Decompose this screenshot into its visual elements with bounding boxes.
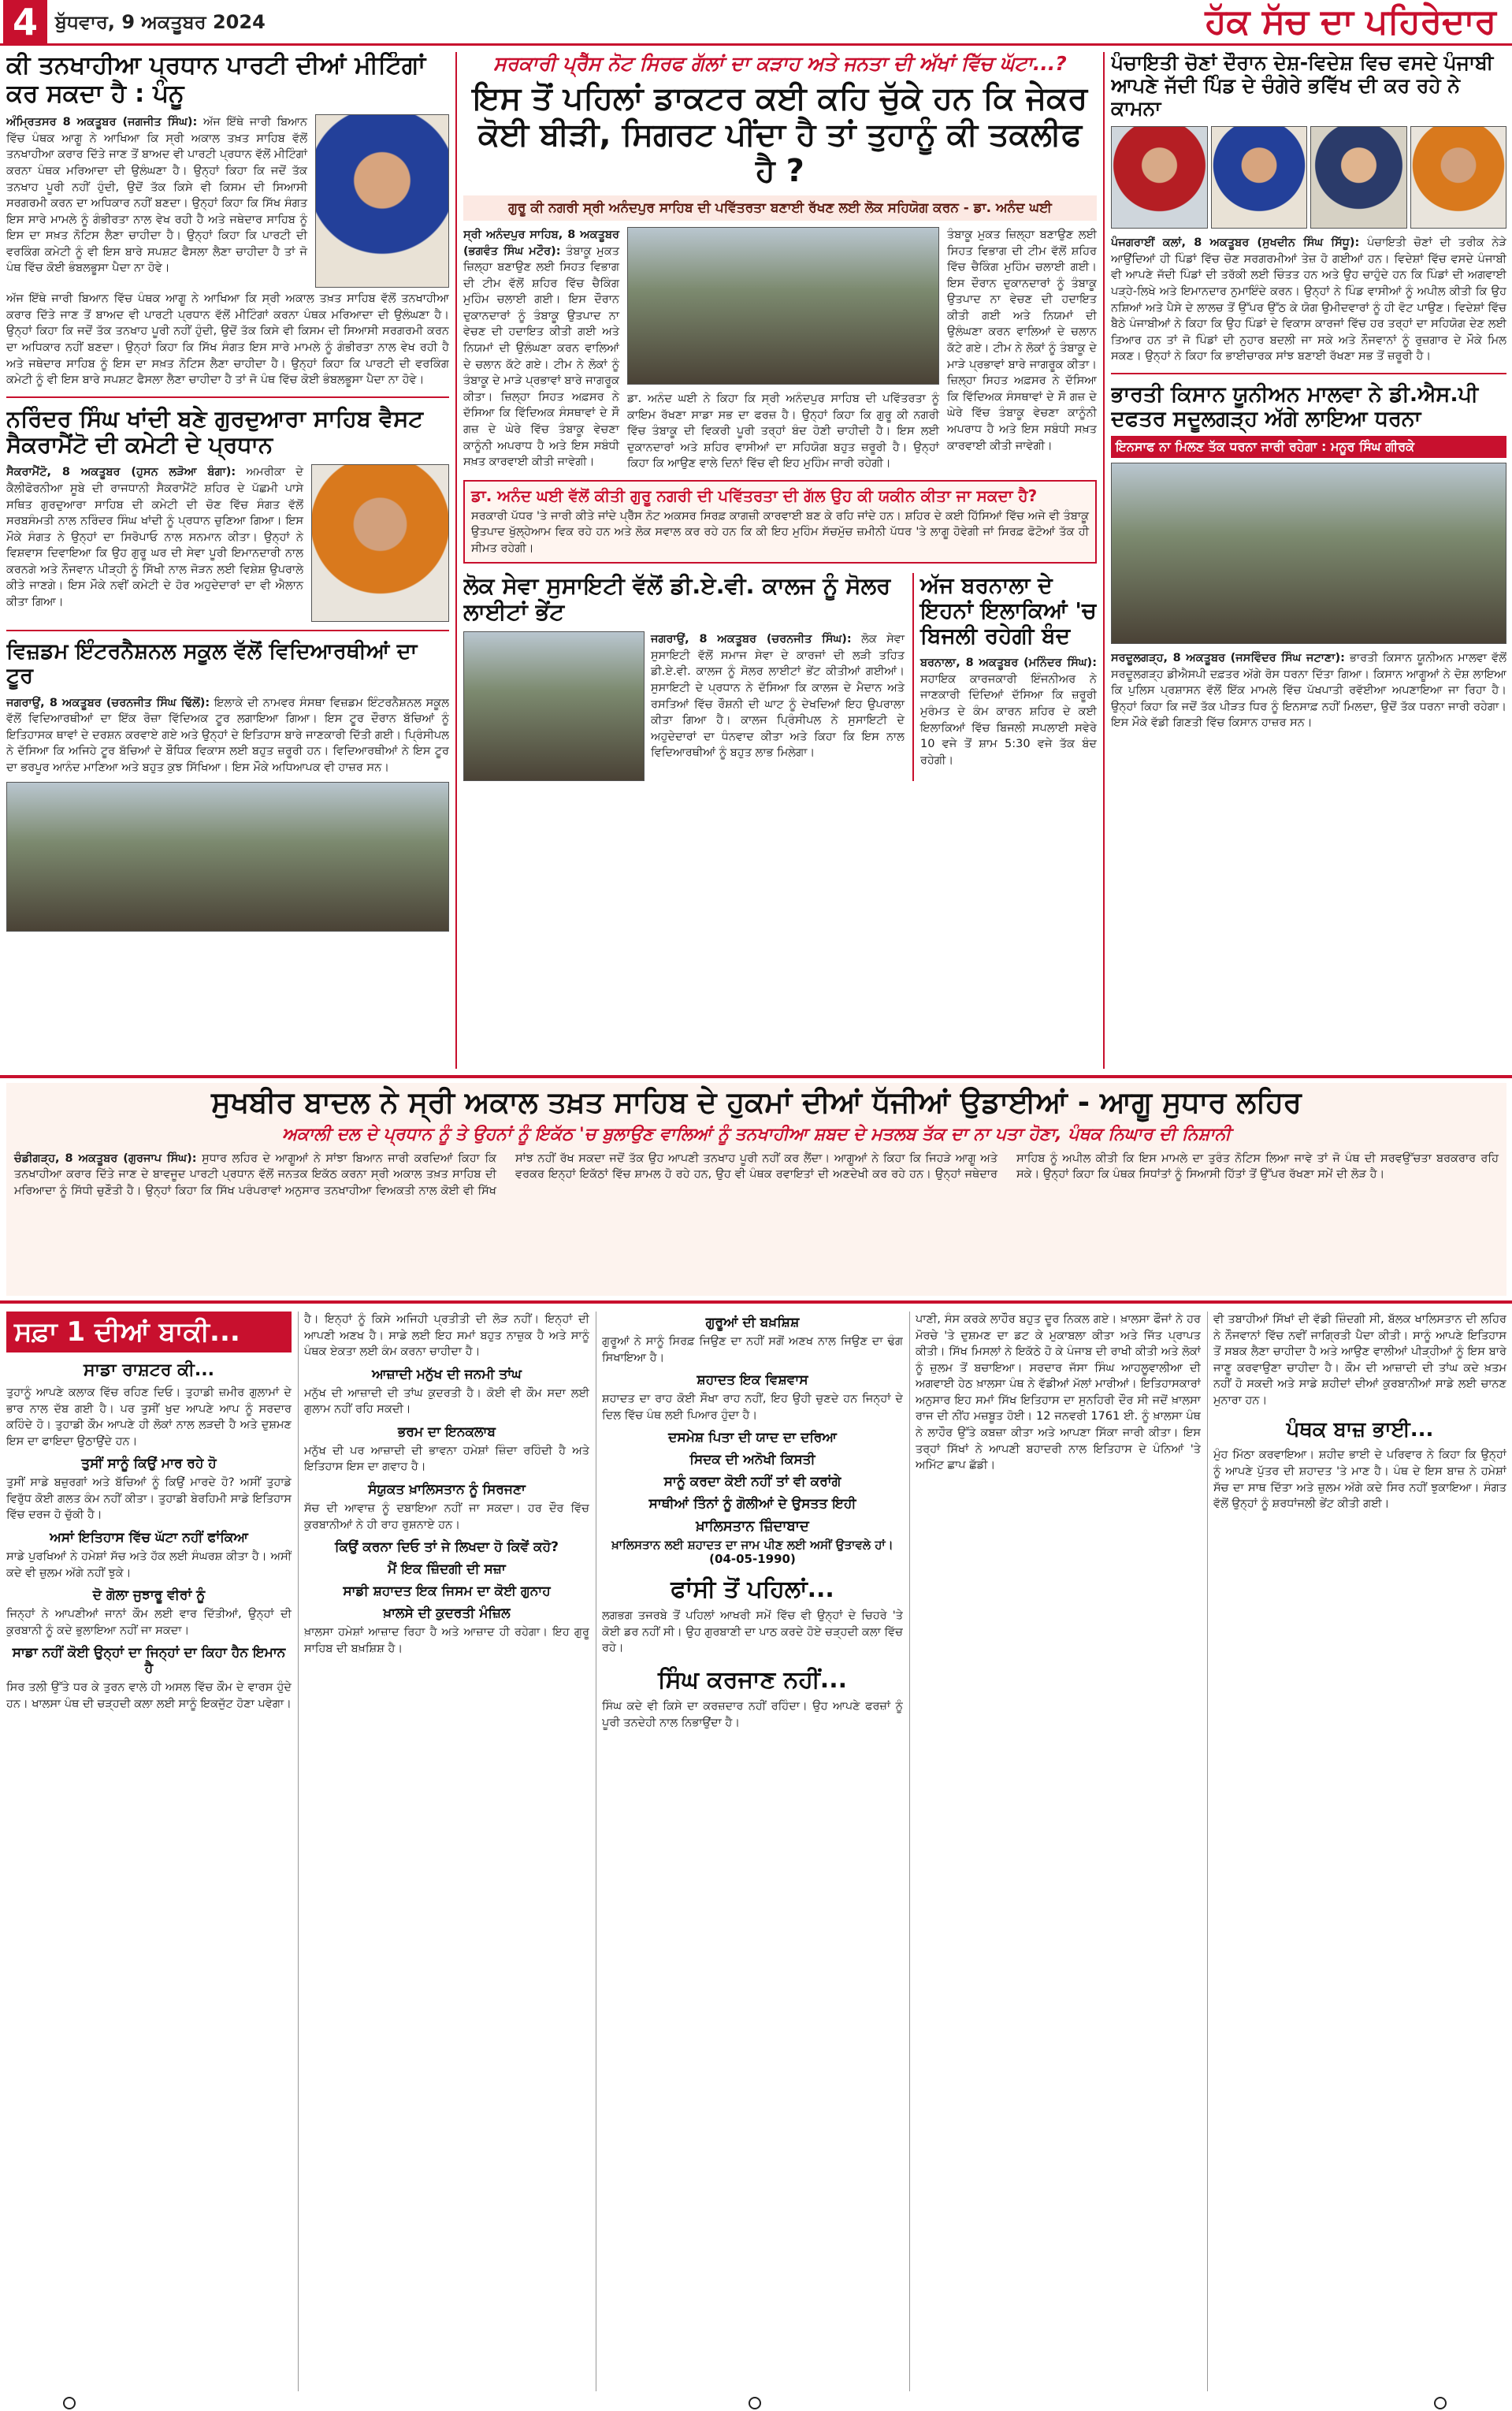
quote-headline: ਡਾ. ਅਨੰਦ ਘਈ ਵੱਲੋਂ ਕੀਤੀ ਗੁਰੂ ਨਗਰੀ ਦੀ ਪਵਿੱਤਰਤਾ ਦੀ ਗੱਲ ਉਹ ਕੀ ਯਕੀਨ ਕੀਤਾ ਜਾ ਸਕਦਾ ਹੈ? xyxy=(471,486,1038,505)
continuation-body: ਸ਼ਹਾਦਤ ਦਾ ਰਾਹ ਕੋਈ ਸੌਖਾ ਰਾਹ ਨਹੀਂ, ਇਹ ਉਹੀ ਚੁਣਦੇ ਹਨ ਜਿਨ੍ਹਾਂ ਦੇ ਦਿਲ ਵਿੱਚ ਪੰਥ ਲਈ ਪਿਆਰ ਹੁੰਦਾ ਹੈ। xyxy=(602,1393,903,1422)
continuation-body: ਸੱਚ ਦੀ ਆਵਾਜ਼ ਨੂੰ ਦਬਾਇਆ ਨਹੀਂ ਜਾ ਸਕਦਾ। ਹਰ ਦੌਰ ਵਿੱਚ ਕੁਰਬਾਨੀਆਂ ਨੇ ਹੀ ਰਾਹ ਰੁਸ਼ਨਾਏ ਹਨ। xyxy=(304,1502,589,1531)
column-rule xyxy=(455,52,457,1069)
newspaper-logo: ਹੱਕ ਸੱਚ ਦਾ ਪਹਿਰੇਦਾਰ xyxy=(1205,2,1496,42)
page-number: 4 xyxy=(3,0,47,44)
article-headline: ਅੱਜ ਬਰਨਾਲਾ ਦੇ ਇਹਨਾਂ ਇਲਾਕਿਆਂ 'ਚ ਬਿਜਲੀ ਰਹੇਗੀ ਬੰਦ xyxy=(920,571,1097,649)
solar-lights-photo xyxy=(463,631,645,781)
sub-headline: ਗੁਰੂ ਕੀ ਨਗਰੀ ਸ੍ਰੀ ਅਨੰਦਪੁਰ ਸਾਹਿਬ ਦੀ ਪਵਿੱਤਰਤਾ ਬਣਾਈ ਰੱਖਣ ਲਈ ਲੋਕ ਸਹਿਯੋਗ ਕਰਨ - ਡਾ. ਅਨੰਦ ਘਈ xyxy=(463,195,1097,221)
protest-photo xyxy=(1111,463,1506,644)
portrait-photo xyxy=(1310,126,1407,229)
article-headline: ਕੀ ਤਨਖਾਹੀਆ ਪ੍ਰਧਾਨ ਪਾਰਟੀ ਦੀਆਂ ਮੀਟਿੰਗਾਂ ਕਰ ਸਕਦਾ ਹੈ : ਪੰਨੂ xyxy=(6,52,426,108)
continuation-body: ਹੈ। ਇਨ੍ਹਾਂ ਨੂੰ ਕਿਸੇ ਅਜਿਹੀ ਪ੍ਰਤੀਤੀ ਦੀ ਲੋੜ ਨਹੀਂ। ਇਨ੍ਹਾਂ ਦੀ ਆਪਣੀ ਅਣਖ ਹੈ। ਸਾਡੇ ਲਈ ਇਹ ਸਮਾਂ ਬਹੁਤ ਨਾਜ਼ੁਕ ਹੈ ਅਤੇ ਸਾਨੂੰ ਪੰਥਕ ਏਕਤਾ ਲਈ ਕੰਮ ਕਰਨਾ ਚਾਹੀਦਾ ਹੈ। xyxy=(304,1313,589,1359)
continuation-body: ਮਨੁੱਖ ਦੀ ਪਰ ਆਜ਼ਾਦੀ ਦੀ ਭਾਵਨਾ ਹਮੇਸ਼ਾਂ ਜ਼ਿੰਦਾ ਰਹਿੰਦੀ ਹੈ ਅਤੇ ਇਤਿਹਾਸ ਇਸ ਦਾ ਗਵਾਹ ਹੈ। xyxy=(304,1444,589,1474)
continuation-subhead: ਅਸਾਂ ਇਤਿਹਾਸ ਵਿੱਚ ਘੱਟਾ ਨਹੀਂ ਫਾਂਕਿਆ xyxy=(50,1530,248,1546)
continuation-body: ਸਿੰਘ ਕਦੇ ਵੀ ਕਿਸੇ ਦਾ ਕਰਜ਼ਦਾਰ ਨਹੀਂ ਰਹਿੰਦਾ। ਉਹ ਆਪਣੇ ਫਰਜ਼ਾਂ ਨੂੰ ਪੂਰੀ ਤਨਦੇਹੀ ਨਾਲ ਨਿਭਾਉਂਦਾ ਹੈ। xyxy=(602,1700,903,1729)
health-team-photo xyxy=(627,227,939,385)
continuation-col-1 xyxy=(6,1312,292,2391)
article-body: ਪੰਜਗਰਾਈਂ ਕਲਾਂ, 8 ਅਕਤੂਬਰ (ਸੁਖਦੀਨ ਸਿੰਘ ਸਿੱਧੂ): ਪੰਚਾਇਤੀ ਚੋਣਾਂ ਦੀ ਤਰੀਕ ਨੇੜੇ ਆਉਂਦਿਆਂ ਹੀ ਪਿੰਡਾਂ ਵਿੱਚ ਚੋਣ ਸਰਗਰਮੀਆਂ ਤੇਜ਼ ਹੋ ਗਈਆਂ ਹਨ। ਵਿਦੇਸ਼ਾਂ ਵਿੱਚ ਵਸਦੇ ਪੰਜਾਬੀ ਵੀ ਆਪਣੇ ਜੱਦੀ ਪਿੰਡਾਂ ਦੀ ਤਰੱਕੀ ਲਈ ਚਿੰਤਤ ਹਨ ਅਤੇ ਉਹ ਚਾਹੁੰਦੇ ਹਨ ਕਿ ਪਿੰਡਾਂ ਦੀ ਅਗਵਾਈ ਪੜ੍ਹੇ-ਲਿਖੇ ਅਤੇ ਇਮਾਨਦਾਰ ਨੁਮਾਇੰਦੇ ਕਰਨ। ਉਨ੍ਹਾਂ ਨੇ ਪਿੰਡ ਵਾਸੀਆਂ ਨੂੰ ਅਪੀਲ ਕੀਤੀ ਕਿ ਉਹ ਨਸ਼ਿਆਂ ਅਤੇ ਪੈਸੇ ਦੇ ਲਾਲਚ ਤੋਂ ਉੱਪਰ ਉੱਠ ਕੇ ਯੋਗ ਉਮੀਦਵਾਰਾਂ ਨੂੰ ਹੀ ਵੋਟ ਪਾਉਣ। ਵਿਦੇਸ਼ਾਂ ਵਿੱਚ ਬੈਠੇ ਪੰਜਾਬੀਆਂ ਨੇ ਕਿਹਾ ਕਿ ਉਹ ਪਿੰਡਾਂ ਦੇ ਵਿਕਾਸ ਕਾਰਜਾਂ ਵਿੱਚ ਹਰ ਤਰ੍ਹਾਂ ਦਾ ਸਹਿਯੋਗ ਦੇਣ ਲਈ ਤਿਆਰ ਹਨ ਤਾਂ ਜੋ ਪਿੰਡਾਂ ਦੀ ਨੁਹਾਰ ਬਦਲੀ ਜਾ ਸਕੇ ਅਤੇ ਨੌਜਵਾਨਾਂ ਨੂੰ ਰੁਜ਼ਗਾਰ ਦੇ ਮੌਕੇ ਮਿਲ ਸਕਣ। ਉਨ੍ਹਾਂ ਨੇ ਕਿਹਾ ਕਿ ਭਾਈਚਾਰਕ ਸਾਂਝ ਬਣਾਈ ਰੱਖਣਾ ਸਭ ਤੋਂ ਜ਼ਰੂਰੀ ਹੈ। xyxy=(1111,236,1506,363)
portrait-photo xyxy=(1410,126,1507,229)
portrait-photo xyxy=(1211,126,1308,229)
continuation-body: ਮੁੰਹ ਮਿੱਠਾ ਕਰਵਾਇਆ। ਸ਼ਹੀਦ ਭਾਈ ਦੇ ਪਰਿਵਾਰ ਨੇ ਕਿਹਾ ਕਿ ਉਨ੍ਹਾਂ ਨੂੰ ਆਪਣੇ ਪੁੱਤਰ ਦੀ ਸ਼ਹਾਦਤ 'ਤੇ ਮਾਣ ਹੈ। ਪੰਥ ਦੇ ਇਸ ਬਾਜ਼ ਨੇ ਹਮੇਸ਼ਾਂ ਸੱਚ ਦਾ ਸਾਥ ਦਿੱਤਾ ਅਤੇ ਜ਼ੁਲਮ ਅੱਗੇ ਕਦੇ ਸਿਰ ਨਹੀਂ ਝੁਕਾਇਆ। ਸੰਗਤ ਵੱਲੋਂ ਉਨ੍ਹਾਂ ਨੂੰ ਸ਼ਰਧਾਂਜਲੀ ਭੇਂਟ ਕੀਤੀ ਗਈ। xyxy=(1213,1449,1506,1511)
continuation-body: ਤੁਸੀਂ ਸਾਡੇ ਬਜ਼ੁਰਗਾਂ ਅਤੇ ਬੱਚਿਆਂ ਨੂੰ ਕਿਉਂ ਮਾਰਦੇ ਹੋ? ਅਸੀਂ ਤੁਹਾਡੇ ਵਿਰੁੱਧ ਕੋਈ ਗਲਤ ਕੰਮ ਨਹੀਂ ਕੀਤਾ। ਤੁਹਾਡੀ ਬੇਰਹਿਮੀ ਸਾਡੇ ਇਤਿਹਾਸ ਵਿੱਚ ਦਰਜ ਹੋ ਚੁੱਕੀ ਹੈ। xyxy=(6,1476,292,1522)
masthead xyxy=(0,0,1512,46)
article-body: ਜਗਰਾਉਂ, 8 ਅਕਤੂਬਰ (ਚਰਨਜੀਤ ਸਿੰਘ): ਲੋਕ ਸੇਵਾ ਸੁਸਾਇਟੀ ਵੱਲੋਂ ਸਮਾਜ ਸੇਵਾ ਦੇ ਕਾਰਜਾਂ ਦੀ ਲੜੀ ਤਹਿਤ ਡੀ.ਏ.ਵੀ. ਕਾਲਜ ਨੂੰ ਸੋਲਰ ਲਾਈਟਾਂ ਭੇਂਟ ਕੀਤੀਆਂ ਗਈਆਂ। ਸੁਸਾਇਟੀ ਦੇ ਪ੍ਰਧਾਨ ਨੇ ਦੱਸਿਆ ਕਿ ਕਾਲਜ ਦੇ ਮੈਦਾਨ ਅਤੇ ਰਸਤਿਆਂ ਵਿੱਚ ਰੌਸ਼ਨੀ ਦੀ ਘਾਟ ਨੂੰ ਦੇਖਦਿਆਂ ਇਹ ਉਪਰਾਲਾ ਕੀਤਾ ਗਿਆ ਹੈ। ਕਾਲਜ ਪ੍ਰਿੰਸੀਪਲ ਨੇ ਸੁਸਾਇਟੀ ਦੇ ਅਹੁਦੇਦਾਰਾਂ ਦਾ ਧੰਨਵਾਦ ਕੀਤਾ ਅਤੇ ਕਿਹਾ ਕਿ ਇਸ ਨਾਲ ਵਿਦਿਆਰਥੀਆਂ ਨੂੰ ਬਹੁਤ ਲਾਭ ਮਿਲੇਗਾ। xyxy=(651,633,905,760)
article-headline: ਨਰਿੰਦਰ ਸਿੰਘ ਖਾਂਦੀ ਬਣੇ ਗੁਰਦੁਆਰਾ ਸਾਹਿਬ ਵੈਸਟ ਸੈਕਰਾਮੈਂਟੋ ਦੀ ਕਮੇਟੀ ਦੇ ਪ੍ਰਧਾਨ xyxy=(6,404,424,459)
continuation-subhead: ਸਾਡੀ ਸ਼ਹਾਦਤ ਇਕ ਜਿਸਮ ਦਾ ਕੋਈ ਗੁਨਾਹ xyxy=(343,1583,551,1600)
portrait-photo xyxy=(315,114,449,288)
continuation-subhead: ਸਾਡਾ ਨਹੀਂ ਕੋਈ ਉਨ੍ਹਾਂ ਦਾ ਜਿਨ੍ਹਾਂ ਦਾ ਕਿਹਾ ਹੈਨ ਇਮਾਨ ਹੈ xyxy=(12,1645,286,1677)
continuation-subhead: ਸਾਥੀਆਂ ਤਿੰਨਾਂ ਨੂੰ ਗੋਲੀਆਂ ਦੇ ਉਸਤਤ ਇਹੀ xyxy=(648,1496,856,1512)
column-rule xyxy=(298,1312,299,2391)
article-headline: ਭਾਰਤੀ ਕਿਸਾਨ ਯੂਨੀਅਨ ਮਾਲਵਾ ਨੇ ਡੀ.ਐਸ.ਪੀ ਦਫਤਰ ਸਦੂਲਗੜ੍ਹ ਅੱਗੇ ਲਾਇਆ ਧਰਨਾ xyxy=(1111,381,1479,431)
right-column xyxy=(1111,52,1506,1069)
continuation-body: ਸਾਡੇ ਪੁਰਖਿਆਂ ਨੇ ਹਮੇਸ਼ਾਂ ਸੱਚ ਅਤੇ ਹੱਕ ਲਈ ਸੰਘਰਸ਼ ਕੀਤਾ ਹੈ। ਅਸੀਂ ਕਦੇ ਵੀ ਜ਼ੁਲਮ ਅੱਗੇ ਨਹੀਂ ਝੁਕੇ। xyxy=(6,1550,292,1579)
continuation-body: ਮਨੁੱਖ ਦੀ ਆਜ਼ਾਦੀ ਦੀ ਤਾਂਘ ਕੁਦਰਤੀ ਹੈ। ਕੋਈ ਵੀ ਕੌਮ ਸਦਾ ਲਈ ਗੁਲਾਮ ਨਹੀਂ ਰਹਿ ਸਕਦੀ। xyxy=(304,1386,589,1416)
divider xyxy=(6,630,449,631)
article-body: ਜਗਰਾਉਂ, 8 ਅਕਤੂਬਰ (ਚਰਨਜੀਤ ਸਿੰਘ ਢਿੱਲੋਂ): ਇਲਾਕੇ ਦੀ ਨਾਮਵਰ ਸੰਸਥਾ ਵਿਜ਼ਡਮ ਇੰਟਰਨੈਸ਼ਨਲ ਸਕੂਲ ਵੱਲੋਂ ਵਿਦਿਆਰਥੀਆਂ ਦਾ ਇੱਕ ਰੋਜ਼ਾ ਵਿੱਦਿਅਕ ਟੂਰ ਲਗਾਇਆ ਗਿਆ। ਇਸ ਟੂਰ ਦੌਰਾਨ ਬੱਚਿਆਂ ਨੂੰ ਇਤਿਹਾਸਕ ਥਾਵਾਂ ਦੇ ਦਰਸ਼ਨ ਕਰਵਾਏ ਗਏ ਅਤੇ ਉਨ੍ਹਾਂ ਦੇ ਇਤਿਹਾਸ ਬਾਰੇ ਜਾਣਕਾਰੀ ਦਿੱਤੀ ਗਈ। ਪ੍ਰਿੰਸੀਪਲ ਨੇ ਦੱਸਿਆ ਕਿ ਅਜਿਹੇ ਟੂਰ ਬੱਚਿਆਂ ਦੇ ਬੌਧਿਕ ਵਿਕਾਸ ਲਈ ਬਹੁਤ ਜ਼ਰੂਰੀ ਹਨ। ਵਿਦਿਆਰਥੀਆਂ ਨੇ ਇਸ ਟੂਰ ਦਾ ਭਰਪੂਰ ਆਨੰਦ ਮਾਣਿਆ ਅਤੇ ਬਹੁਤ ਕੁਝ ਸਿੱਖਿਆ। ਇਸ ਮੌਕੇ ਅਧਿਆਪਕ ਵੀ ਹਾਜ਼ਰ ਸਨ। xyxy=(6,696,449,774)
continuation-col-2 xyxy=(304,1312,589,2391)
registration-mark xyxy=(1434,2397,1447,2409)
main-headline: ਇਸ ਤੋਂ ਪਹਿਲਾਂ ਡਾਕਟਰ ਕਈ ਕਹਿ ਚੁੱਕੇ ਹਨ ਕਿ ਜੇਕਰ ਕੋਈ ਬੀੜੀ, ਸਿਗਰਟ ਪੀਂਦਾ ਹੈ ਤਾਂ ਤੁਹਾਨੂੰ ਕੀ ਤਕਲੀਫ ਹੈ ? xyxy=(472,80,1088,189)
continuation-col-5 xyxy=(1213,1312,1506,2391)
kicker-headline: ਸਰਕਾਰੀ ਪ੍ਰੈੱਸ ਨੋਟ ਸਿਰਫ ਗੱਲਾਂ ਦਾ ਕੜਾਹ ਅਤੇ ਜਨਤਾ ਦੀ ਅੱਖਾਂ ਵਿੱਚ ਘੱਟਾ...? xyxy=(493,52,1067,75)
continuation-subhead: ਸ਼ਹਾਦਤ ਇਕ ਵਿਸ਼ਵਾਸ xyxy=(697,1372,808,1389)
left-column xyxy=(6,52,449,1069)
registration-mark xyxy=(63,2397,76,2409)
continuation-subhead: ਸਿਦਕ ਦੀ ਅਨੋਖੀ ਕਿਸਤੀ xyxy=(689,1452,815,1468)
continuation-subhead: ਕਿਉਂ ਕਰਨਾ ਦਿਓ ਤਾਂ ਜੇ ਲਿਖਦਾ ਹੋ ਕਿਵੇਂ ਕਹੋ? xyxy=(335,1539,559,1556)
registration-mark xyxy=(749,2397,761,2409)
column-rule xyxy=(1207,1312,1208,2391)
continuation-subhead: ਸੰਯੁਕਤ ਖ਼ਾਲਿਸਤਾਨ ਨੂੰ ਸਿਰਜਣਾ xyxy=(368,1482,526,1498)
continuation-body: ਵੀ ਤਬਾਹੀਆਂ ਸਿੱਖਾਂ ਦੀ ਵੱਡੀ ਜ਼ਿੰਦਗੀ ਸੀ, ਬੱਲਕ ਖਾਲਿਸਤਾਨ ਦੀ ਲਹਿਰ ਨੇ ਨੌਜਵਾਨਾਂ ਵਿੱਚ ਨਵੀਂ ਜਾਗ੍ਰਿਤੀ ਪੈਦਾ ਕੀਤੀ। ਸਾਨੂੰ ਆਪਣੇ ਇਤਿਹਾਸ ਤੋਂ ਸਬਕ ਲੈਣਾ ਚਾਹੀਦਾ ਹੈ ਅਤੇ ਆਉਣ ਵਾਲੀਆਂ ਪੀੜ੍ਹੀਆਂ ਨੂੰ ਇਸ ਬਾਰੇ ਜਾਣੂ ਕਰਵਾਉਣਾ ਚਾਹੀਦਾ ਹੈ। ਕੌਮ ਦੀ ਆਜ਼ਾਦੀ ਦੀ ਤਾਂਘ ਕਦੇ ਖ਼ਤਮ ਨਹੀਂ ਹੋ ਸਕਦੀ ਅਤੇ ਸਾਡੇ ਸ਼ਹੀਦਾਂ ਦੀਆਂ ਕੁਰਬਾਨੀਆਂ ਸਾਡੇ ਲਈ ਚਾਨਣ ਮੁਨਾਰਾ ਹਨ। xyxy=(1213,1313,1506,1407)
print-registration-strip xyxy=(0,2396,1512,2411)
issue-date: ਬੁੱਧਵਾਰ, 9 ਅਕਤੂਬਰ 2024 xyxy=(55,11,266,33)
continuation-subhead: ਖ਼ਾਲਿਸਤਾਨ ਜ਼ਿੰਦਾਬਾਦ xyxy=(696,1518,809,1535)
continuation-headline: ਪੰਥਕ ਬਾਜ਼ ਭਾਈ... xyxy=(1286,1418,1434,1442)
continuation-col-3 xyxy=(602,1312,903,2391)
continuation-subhead: ਮੈਂ ਇਕ ਜ਼ਿੰਦਗੀ ਦੀ ਸਜ਼ਾ xyxy=(388,1561,506,1578)
continuation-subhead: ਦੋ ਗੋਲਾ ਜੁਝਾਰੂ ਵੀਰਾਂ ਨੂੰ xyxy=(92,1587,206,1604)
article-headline: ਲੋਕ ਸੇਵਾ ਸੁਸਾਇਟੀ ਵੱਲੋਂ ਡੀ.ਏ.ਵੀ. ਕਾਲਜ ਨੂੰ ਸੋਲਰ ਲਾਈਟਾਂ ਭੇਂਟ xyxy=(463,571,891,625)
banner-headline: ਸੁਖਬੀਰ ਬਾਦਲ ਨੇ ਸ੍ਰੀ ਅਕਾਲ ਤਖ਼ਤ ਸਾਹਿਬ ਦੇ ਹੁਕਮਾਂ ਦੀਆਂ ਧੱਜੀਆਂ ਉਡਾਈਆਂ - ਆਗੂ ਸੁਧਾਰ ਲਹਿਰ xyxy=(211,1085,1302,1119)
continuation-subhead: ਗੁਰੂਆਂ ਦੀ ਬਖ਼ਸ਼ਿਸ਼ xyxy=(705,1315,800,1330)
continuation-headline: ਸਾਡਾ ਰਾਸ਼ਟਰ ਕੀ... xyxy=(84,1360,214,1380)
continuation-subhead: ਤੁਸੀਂ ਸਾਨੂੰ ਕਿਉਂ ਮਾਰ ਰਹੇ ਹੋ xyxy=(81,1456,217,1472)
students-group-photo xyxy=(6,782,449,932)
continuation-body: ਤੁਹਾਨੂੰ ਆਪਣੇ ਕਲਾਕ ਵਿੱਚ ਰਹਿਣ ਦਿਓ। ਤੁਹਾਡੀ ਜ਼ਮੀਰ ਗੁਲਾਮਾਂ ਦੇ ਭਾਰ ਨਾਲ ਦੱਬ ਗਈ ਹੈ। ਪਰ ਤੁਸੀਂ ਖੁਦ ਆਪਣੇ ਆਪ ਨੂੰ ਸਰਦਾਰ ਕਹਿੰਦੇ ਹੋ। ਤੁਹਾਡੀ ਕੌਮ ਆਪਣੇ ਹੀ ਲੋਕਾਂ ਨਾਲ ਲੜਦੀ ਹੈ ਅਤੇ ਦੁਸ਼ਮਣ ਇਸ ਦਾ ਫਾਇਦਾ ਉਠਾਉਂਦੇ ਹਨ। xyxy=(6,1386,292,1448)
article-body: ਬਰਨਾਲਾ, 8 ਅਕਤੂਬਰ (ਮਨਿੰਦਰ ਸਿੰਘ): ਸਹਾਇਕ ਕਾਰਜਕਾਰੀ ਇੰਜਨੀਅਰ ਨੇ ਜਾਣਕਾਰੀ ਦਿੰਦਿਆਂ ਦੱਸਿਆ ਕਿ ਜ਼ਰੂਰੀ ਮੁਰੰਮਤ ਦੇ ਕੰਮ ਕਾਰਨ ਸ਼ਹਿਰ ਦੇ ਕਈ ਇਲਾਕਿਆਂ ਵਿੱਚ ਬਿਜਲੀ ਸਪਲਾਈ ਸਵੇਰੇ 10 ਵਜੇ ਤੋਂ ਸ਼ਾਮ 5:30 ਵਜੇ ਤੱਕ ਬੰਦ ਰਹੇਗੀ। xyxy=(920,657,1097,767)
continuation-headline: ਸਿੰਘ ਕਰਜਾਣ ਨਹੀਂ... xyxy=(658,1666,847,1695)
continuation-body: ਸਿਰ ਤਲੀ ਉੱਤੇ ਧਰ ਕੇ ਤੁਰਨ ਵਾਲੇ ਹੀ ਅਸਲ ਵਿੱਚ ਕੌਮ ਦੇ ਵਾਰਸ ਹੁੰਦੇ ਹਨ। ਖਾਲਸਾ ਪੰਥ ਦੀ ਚੜ੍ਹਦੀ ਕਲਾ ਲਈ ਸਾਨੂੰ ਇਕਜੁੱਟ ਹੋਣਾ ਪਵੇਗਾ। xyxy=(6,1681,292,1710)
continuation-body: ਜਿਨ੍ਹਾਂ ਨੇ ਆਪਣੀਆਂ ਜਾਨਾਂ ਕੌਮ ਲਈ ਵਾਰ ਦਿੱਤੀਆਂ, ਉਨ੍ਹਾਂ ਦੀ ਕੁਰਬਾਨੀ ਨੂੰ ਕਦੇ ਭੁਲਾਇਆ ਨਹੀਂ ਜਾ ਸਕਦਾ। xyxy=(6,1608,292,1637)
continuation-body: ਪਾਣੀ, ਸੰਸ ਕਰਕੇ ਲਾਹੌਰ ਬਹੁਤ ਦੂਰ ਨਿਕਲ ਗਏ। ਖ਼ਾਲਸਾ ਫੌਜਾਂ ਨੇ ਹਰ ਮੋਰਚੇ 'ਤੇ ਦੁਸ਼ਮਣ ਦਾ ਡਟ ਕੇ ਮੁਕਾਬਲਾ ਕੀਤਾ ਅਤੇ ਜਿੱਤ ਪ੍ਰਾਪਤ ਕੀਤੀ। ਸਿੱਖ ਮਿਸਲਾਂ ਨੇ ਇਕੱਠੇ ਹੋ ਕੇ ਪੰਜਾਬ ਦੀ ਰਾਖੀ ਕੀਤੀ ਅਤੇ ਲੋਕਾਂ ਨੂੰ ਜ਼ੁਲਮ ਤੋਂ ਬਚਾਇਆ। ਸਰਦਾਰ ਜੱਸਾ ਸਿੰਘ ਆਹਲੂਵਾਲੀਆ ਦੀ ਅਗਵਾਈ ਹੇਠ ਖ਼ਾਲਸਾ ਪੰਥ ਨੇ ਵੱਡੀਆਂ ਮੱਲਾਂ ਮਾਰੀਆਂ। ਇਤਿਹਾਸਕਾਰਾਂ ਅਨੁਸਾਰ ਇਹ ਸਮਾਂ ਸਿੱਖ ਇਤਿਹਾਸ ਦਾ ਸੁਨਹਿਰੀ ਦੌਰ ਸੀ ਜਦੋਂ ਖ਼ਾਲਸਾ ਰਾਜ ਦੀ ਨੀਂਹ ਮਜ਼ਬੂਤ ਹੋਈ। 12 ਜਨਵਰੀ 1761 ਈ. ਨੂੰ ਖ਼ਾਲਸਾ ਪੰਥ ਨੇ ਲਾਹੌਰ ਉੱਤੇ ਕਬਜ਼ਾ ਕੀਤਾ ਅਤੇ ਆਪਣਾ ਸਿੱਕਾ ਜਾਰੀ ਕੀਤਾ। ਇਸ ਤਰ੍ਹਾਂ ਸਿੱਖਾਂ ਨੇ ਆਪਣੀ ਬਹਾਦਰੀ ਨਾਲ ਇਤਿਹਾਸ ਦੇ ਪੰਨਿਆਂ 'ਤੇ ਅਮਿੱਟ ਛਾਪ ਛੱਡੀ। xyxy=(916,1313,1201,1472)
continuation-headline: ਫਾਂਸੀ ਤੋਂ ਪਹਿਲਾਂ... xyxy=(671,1576,834,1604)
continuation-body: ਖ਼ਾਲਸਾ ਹਮੇਸ਼ਾਂ ਆਜ਼ਾਦ ਰਿਹਾ ਹੈ ਅਤੇ ਆਜ਼ਾਦ ਹੀ ਰਹੇਗਾ। ਇਹ ਗੁਰੂ ਸਾਹਿਬ ਦੀ ਬਖ਼ਸ਼ਿਸ਼ ਹੈ। xyxy=(304,1626,589,1655)
article-headline: ਵਿਜ਼ਡਮ ਇੰਟਰਨੈਸ਼ਨਲ ਸਕੂਲ ਵੱਲੋਂ ਵਿਦਿਆਰਥੀਆਂ ਦਾ ਟੂਰ xyxy=(6,639,418,689)
caption-banner: ਇਨਸਾਫ ਨਾ ਮਿਲਣ ਤੱਕ ਧਰਨਾ ਜਾਰੀ ਰਹੇਗਾ : ਮਨੂਰ ਸਿੰਘ ਗੀਰਕੇ xyxy=(1111,436,1506,458)
quote-body: ਸਰਕਾਰੀ ਪੱਧਰ 'ਤੇ ਜਾਰੀ ਕੀਤੇ ਜਾਂਦੇ ਪ੍ਰੈੱਸ ਨੋਟ ਅਕਸਰ ਸਿਰਫ਼ ਕਾਗਜ਼ੀ ਕਾਰਵਾਈ ਬਣ ਕੇ ਰਹਿ ਜਾਂਦੇ ਹਨ। ਸ਼ਹਿਰ ਦੇ ਕਈ ਹਿੱਸਿਆਂ ਵਿੱਚ ਅਜੇ ਵੀ ਤੰਬਾਕੂ ਉਤਪਾਦ ਖੁੱਲ੍ਹੇਆਮ ਵਿਕ ਰਹੇ ਹਨ ਅਤੇ ਲੋਕ ਸਵਾਲ ਕਰ ਰਹੇ ਹਨ ਕਿ ਕੀ ਇਹ ਮੁਹਿੰਮ ਸੱਚਮੁੱਚ ਜ਼ਮੀਨੀ ਪੱਧਰ 'ਤੇ ਲਾਗੂ ਹੋਵੇਗੀ ਜਾਂ ਸਿਰਫ਼ ਫੋਟੋਆਂ ਤੱਕ ਹੀ ਸੀਮਤ ਰਹੇਗੀ। xyxy=(471,509,1089,556)
continuation-body: ਗੁਰੂਆਂ ਨੇ ਸਾਨੂੰ ਸਿਰਫ਼ ਜਿਉਣ ਦਾ ਨਹੀਂ ਸਗੋਂ ਅਣਖ ਨਾਲ ਜਿਉਣ ਦਾ ਢੰਗ ਸਿਖਾਇਆ ਹੈ। xyxy=(602,1335,903,1364)
article-body: ਅੱਜ ਇੱਥੇ ਜਾਰੀ ਬਿਆਨ ਵਿੱਚ ਪੰਥਕ ਆਗੂ ਨੇ ਆਖਿਆ ਕਿ ਸ੍ਰੀ ਅਕਾਲ ਤਖ਼ਤ ਸਾਹਿਬ ਵੱਲੋਂ ਤਨਖਾਹੀਆ ਕਰਾਰ ਦਿੱਤੇ ਜਾਣ ਤੋਂ ਬਾਅਦ ਵੀ ਪਾਰਟੀ ਪ੍ਰਧਾਨ ਵੱਲੋਂ ਮੀਟਿੰਗਾਂ ਕਰਨਾ ਪੰਥਕ ਮਰਿਆਦਾ ਦੀ ਉਲੰਘਣਾ ਹੈ। ਉਨ੍ਹਾਂ ਕਿਹਾ ਕਿ ਜਦੋਂ ਤੱਕ ਤਨਖਾਹ ਪੂਰੀ ਨਹੀਂ ਹੁੰਦੀ, ਉਦੋਂ ਤੱਕ ਕਿਸੇ ਵੀ ਕਿਸਮ ਦੀ ਸਿਆਸੀ ਸਰਗਰਮੀ ਕਰਨ ਦਾ ਅਧਿਕਾਰ ਨਹੀਂ ਬਣਦਾ। ਉਨ੍ਹਾਂ ਕਿਹਾ ਕਿ ਸਿੱਖ ਸੰਗਤ ਇਸ ਸਾਰੇ ਮਾਮਲੇ ਨੂੰ ਗੰਭੀਰਤਾ ਨਾਲ ਵੇਖ ਰਹੀ ਹੈ ਅਤੇ ਜਥੇਦਾਰ ਸਾਹਿਬ ਨੂੰ ਇਸ ਦਾ ਸਖ਼ਤ ਨੋਟਿਸ ਲੈਣਾ ਚਾਹੀਦਾ ਹੈ। ਉਨ੍ਹਾਂ ਕਿਹਾ ਕਿ ਪਾਰਟੀ ਦੀ ਵਰਕਿੰਗ ਕਮੇਟੀ ਨੂੰ ਵੀ ਇਸ ਬਾਰੇ ਸਪਸ਼ਟ ਫੈਸਲਾ ਲੈਣਾ ਚਾਹੀਦਾ ਹੈ ਤਾਂ ਜੋ ਪੰਥ ਵਿੱਚ ਕੋਈ ਭੰਬਲਭੂਸਾ ਪੈਦਾ ਨਾ ਹੋਵੇ। xyxy=(6,292,449,387)
section-rule xyxy=(0,1075,1512,1078)
banner-story xyxy=(6,1083,1506,1296)
banner-body: ਚੰਡੀਗੜ੍ਹ, 8 ਅਕਤੂਬਰ (ਗੁਰਜਾਪ ਸਿੰਘ): ਸੁਧਾਰ ਲਹਿਰ ਦੇ ਆਗੂਆਂ ਨੇ ਸਾਂਝਾ ਬਿਆਨ ਜਾਰੀ ਕਰਦਿਆਂ ਕਿਹਾ ਕਿ ਤਨਖਾਹੀਆ ਕਰਾਰ ਦਿੱਤੇ ਜਾਣ ਦੇ ਬਾਵਜੂਦ ਪਾਰਟੀ ਪ੍ਰਧਾਨ ਵੱਲੋਂ ਜਨਤਕ ਇਕੱਠ ਕਰਨਾ ਸ੍ਰੀ ਅਕਾਲ ਤਖ਼ਤ ਸਾਹਿਬ ਦੀ ਮਰਿਆਦਾ ਨੂੰ ਸਿੱਧੀ ਚੁਣੌਤੀ ਹੈ। ਉਨ੍ਹਾਂ ਕਿਹਾ ਕਿ ਸਿੱਖ ਪਰੰਪਰਾਵਾਂ ਅਨੁਸਾਰ ਤਨਖਾਹੀਆ ਵਿਅਕਤੀ ਨਾਲ ਕੋਈ ਵੀ ਸਿੱਖ ਸਾਂਝ ਨਹੀਂ ਰੱਖ ਸਕਦਾ ਜਦੋਂ ਤੱਕ ਉਹ ਆਪਣੀ ਤਨਖਾਹ ਪੂਰੀ ਨਹੀਂ ਕਰ ਲੈਂਦਾ। ਆਗੂਆਂ ਨੇ ਕਿਹਾ ਕਿ ਜਿਹੜੇ ਆਗੂ ਅਤੇ ਵਰਕਰ ਇਨ੍ਹਾਂ ਇਕੱਠਾਂ ਵਿੱਚ ਸ਼ਾਮਲ ਹੋ ਰਹੇ ਹਨ, ਉਹ ਵੀ ਪੰਥਕ ਰਵਾਇਤਾਂ ਦੀ ਅਣਦੇਖੀ ਕਰ ਰਹੇ ਹਨ। ਉਨ੍ਹਾਂ ਜਥੇਦਾਰ ਸਾਹਿਬ ਨੂੰ ਅਪੀਲ ਕੀਤੀ ਕਿ ਇਸ ਮਾਮਲੇ ਦਾ ਤੁਰੰਤ ਨੋਟਿਸ ਲਿਆ ਜਾਵੇ ਤਾਂ ਜੋ ਪੰਥ ਦੀ ਸਰਵਉੱਚਤਾ ਬਰਕਰਾਰ ਰਹਿ ਸਕੇ। ਉਨ੍ਹਾਂ ਕਿਹਾ ਕਿ ਪੰਥਕ ਸਿਧਾਂਤਾਂ ਨੂੰ ਸਿਆਸੀ ਹਿੱਤਾਂ ਤੋਂ ਉੱਪਰ ਰੱਖਣਾ ਸਮੇਂ ਦੀ ਲੋੜ ਹੈ। xyxy=(14,1152,1499,1197)
continuation-subhead: ਸਾਨੂੰ ਕਰਦਾ ਕੋਈ ਨਹੀਂ ਤਾਂ ਵੀ ਕਰਾਂਗੇ xyxy=(663,1474,841,1490)
article-body: ਡਾ. ਅਨੰਦ ਘਈ ਨੇ ਕਿਹਾ ਕਿ ਸ੍ਰੀ ਅਨੰਦਪੁਰ ਸਾਹਿਬ ਦੀ ਪਵਿੱਤਰਤਾ ਨੂੰ ਕਾਇਮ ਰੱਖਣਾ ਸਾਡਾ ਸਭ ਦਾ ਫਰਜ਼ ਹੈ। ਉਨ੍ਹਾਂ ਕਿਹਾ ਕਿ ਗੁਰੂ ਕੀ ਨਗਰੀ ਵਿੱਚ ਤੰਬਾਕੂ ਦੀ ਵਿਕਰੀ ਪੂਰੀ ਤਰ੍ਹਾਂ ਬੰਦ ਹੋਣੀ ਚਾਹੀਦੀ ਹੈ। ਇਸ ਲਈ ਦੁਕਾਨਦਾਰਾਂ ਅਤੇ ਸ਼ਹਿਰ ਵਾਸੀਆਂ ਦਾ ਸਹਿਯੋਗ ਬਹੁਤ ਜ਼ਰੂਰੀ ਹੈ। ਉਨ੍ਹਾਂ ਕਿਹਾ ਕਿ ਆਉਣ ਵਾਲੇ ਦਿਨਾਂ ਵਿੱਚ ਵੀ ਇਹ ਮੁਹਿੰਮ ਜਾਰੀ ਰਹੇਗੀ। xyxy=(627,393,939,471)
divider xyxy=(1111,373,1506,374)
divider xyxy=(6,396,449,398)
continuation-col-4 xyxy=(916,1312,1201,2391)
article-body: ਸੈਕਰਾਮੈਂਟੋ, 8 ਅਕਤੂਬਰ (ਹੁਸਨ ਲੜੋਆ ਬੰਗਾ): ਅਮਰੀਕਾ ਦੇ ਕੈਲੀਫੋਰਨੀਆ ਸੂਬੇ ਦੀ ਰਾਜਧਾਨੀ ਸੈਕਰਾਮੈਂਟੋ ਸ਼ਹਿਰ ਦੇ ਪੱਛਮੀ ਪਾਸੇ ਸਥਿਤ ਗੁਰਦੁਆਰਾ ਸਾਹਿਬ ਦੀ ਕਮੇਟੀ ਦੀ ਚੋਣ ਵਿੱਚ ਸੰਗਤ ਵੱਲੋਂ ਸਰਬਸੰਮਤੀ ਨਾਲ ਨਰਿੰਦਰ ਸਿੰਘ ਖਾਂਦੀ ਨੂੰ ਪ੍ਰਧਾਨ ਚੁਣਿਆ ਗਿਆ। ਇਸ ਮੌਕੇ ਸੰਗਤ ਨੇ ਉਨ੍ਹਾਂ ਦਾ ਸਿਰੋਪਾਓ ਨਾਲ ਸਨਮਾਨ ਕੀਤਾ। ਉਨ੍ਹਾਂ ਨੇ ਵਿਸ਼ਵਾਸ ਦਿਵਾਇਆ ਕਿ ਉਹ ਗੁਰੂ ਘਰ ਦੀ ਸੇਵਾ ਪੂਰੀ ਇਮਾਨਦਾਰੀ ਨਾਲ ਕਰਨਗੇ ਅਤੇ ਨੌਜਵਾਨ ਪੀੜ੍ਹੀ ਨੂੰ ਸਿੱਖੀ ਨਾਲ ਜੋੜਨ ਲਈ ਵਿਸ਼ੇਸ਼ ਉਪਰਾਲੇ ਕੀਤੇ ਜਾਣਗੇ। ਇਸ ਮੌਕੇ ਨਵੀਂ ਕਮੇਟੀ ਦੇ ਹੋਰ ਅਹੁਦੇਦਾਰਾਂ ਦਾ ਵੀ ਐਲਾਨ ਕੀਤਾ ਗਿਆ। xyxy=(6,466,304,609)
signature-line: ਖ਼ਾਲਿਸਤਾਨ ਲਈ ਸ਼ਹਾਦਤ ਦਾ ਜਾਮ ਪੀਣ ਲਈ ਅਸੀਂ ਉਤਾਵਲੇ ਹਾਂ।(04-05-1990) xyxy=(611,1538,893,1567)
portrait-photo xyxy=(1111,126,1208,229)
quote-box xyxy=(463,480,1097,564)
continuation-subhead: ਖ਼ਾਲਸੇ ਦੀ ਕੁਦਰਤੀ ਮੰਜ਼ਿਲ xyxy=(383,1605,511,1622)
column-rule xyxy=(909,1312,910,2391)
article-body: ਤੰਬਾਕੂ ਮੁਕਤ ਜ਼ਿਲ੍ਹਾ ਬਣਾਉਣ ਲਈ ਸਿਹਤ ਵਿਭਾਗ ਦੀ ਟੀਮ ਵੱਲੋਂ ਸ਼ਹਿਰ ਵਿੱਚ ਚੈਕਿੰਗ ਮੁਹਿੰਮ ਚਲਾਈ ਗਈ। ਇਸ ਦੌਰਾਨ ਦੁਕਾਨਦਾਰਾਂ ਨੂੰ ਤੰਬਾਕੂ ਉਤਪਾਦ ਨਾ ਵੇਚਣ ਦੀ ਹਦਾਇਤ ਕੀਤੀ ਗਈ ਅਤੇ ਨਿਯਮਾਂ ਦੀ ਉਲੰਘਣਾ ਕਰਨ ਵਾਲਿਆਂ ਦੇ ਚਲਾਨ ਕੱਟੇ ਗਏ। ਟੀਮ ਨੇ ਲੋਕਾਂ ਨੂੰ ਤੰਬਾਕੂ ਦੇ ਮਾੜੇ ਪ੍ਰਭਾਵਾਂ ਬਾਰੇ ਜਾਗਰੂਕ ਕੀਤਾ। ਜ਼ਿਲ੍ਹਾ ਸਿਹਤ ਅਫ਼ਸਰ ਨੇ ਦੱਸਿਆ ਕਿ ਵਿੱਦਿਅਕ ਸੰਸਥਾਵਾਂ ਦੇ ਸੌ ਗਜ਼ ਦੇ ਘੇਰੇ ਵਿੱਚ ਤੰਬਾਕੂ ਵੇਚਣਾ ਕਾਨੂੰਨੀ ਅਪਰਾਧ ਹੈ ਅਤੇ ਇਸ ਸਬੰਧੀ ਸਖ਼ਤ ਕਾਰਵਾਈ ਕੀਤੀ ਜਾਵੇਗੀ। xyxy=(947,229,1097,452)
banner-subheadline: ਅਕਾਲੀ ਦਲ ਦੇ ਪ੍ਰਧਾਨ ਨੂੰ ਤੇ ਉਹਨਾਂ ਨੂੰ ਇਕੱਠ 'ਚ ਬੁਲਾਉਣ ਵਾਲਿਆਂ ਨੂੰ ਤਨਖਾਹੀਆ ਸ਼ਬਦ ਦੇ ਮਤਲਬ ਤੱਕ ਦਾ ਨਾ ਪਤਾ ਹੋਣਾ, ਪੰਥਕ ਨਿਘਾਰ ਦੀ ਨਿਸ਼ਾਨੀ xyxy=(281,1124,1231,1144)
portrait-photo xyxy=(311,464,449,622)
center-column xyxy=(463,52,1097,1069)
article-body: ਸ੍ਰੀ ਅਨੰਦਪੁਰ ਸਾਹਿਬ, 8 ਅਕਤੂਬਰ (ਭਗਵੰਤ ਸਿੰਘ ਮਟੌਰ): ਤੰਬਾਕੂ ਮੁਕਤ ਜ਼ਿਲ੍ਹਾ ਬਣਾਉਣ ਲਈ ਸਿਹਤ ਵਿਭਾਗ ਦੀ ਟੀਮ ਵੱਲੋਂ ਸ਼ਹਿਰ ਵਿੱਚ ਚੈਕਿੰਗ ਮੁਹਿੰਮ ਚਲਾਈ ਗਈ। ਇਸ ਦੌਰਾਨ ਦੁਕਾਨਦਾਰਾਂ ਨੂੰ ਤੰਬਾਕੂ ਉਤਪਾਦ ਨਾ ਵੇਚਣ ਦੀ ਹਦਾਇਤ ਕੀਤੀ ਗਈ ਅਤੇ ਨਿਯਮਾਂ ਦੀ ਉਲੰਘਣਾ ਕਰਨ ਵਾਲਿਆਂ ਦੇ ਚਲਾਨ ਕੱਟੇ ਗਏ। ਟੀਮ ਨੇ ਲੋਕਾਂ ਨੂੰ ਤੰਬਾਕੂ ਦੇ ਮਾੜੇ ਪ੍ਰਭਾਵਾਂ ਬਾਰੇ ਜਾਗਰੂਕ ਕੀਤਾ। ਜ਼ਿਲ੍ਹਾ ਸਿਹਤ ਅਫ਼ਸਰ ਨੇ ਦੱਸਿਆ ਕਿ ਵਿੱਦਿਅਕ ਸੰਸਥਾਵਾਂ ਦੇ ਸੌ ਗਜ਼ ਦੇ ਘੇਰੇ ਵਿੱਚ ਤੰਬਾਕੂ ਵੇਚਣਾ ਕਾਨੂੰਨੀ ਅਪਰਾਧ ਹੈ ਅਤੇ ਇਸ ਸਬੰਧੀ ਸਖ਼ਤ ਕਾਰਵਾਈ ਕੀਤੀ ਜਾਵੇਗੀ। xyxy=(463,229,619,469)
section-rule xyxy=(0,1300,1512,1304)
continued-from-page-1-label: ਸਫ਼ਾ 1 ਦੀਆਂ ਬਾਕੀ... xyxy=(6,1312,292,1352)
continuation-subhead: ਦਸਮੇਸ਼ ਪਿਤਾ ਦੀ ਯਾਦ ਦਾ ਦਰਿਆ xyxy=(668,1430,837,1446)
article-body: ਸਰਦੂਲਗੜ੍ਹ, 8 ਅਕਤੂਬਰ (ਜਸਵਿੰਦਰ ਸਿੰਘ ਜਟਾਣਾ): ਭਾਰਤੀ ਕਿਸਾਨ ਯੂਨੀਅਨ ਮਾਲਵਾ ਵੱਲੋਂ ਸਰਦੂਲਗੜ੍ਹ ਡੀਐਸਪੀ ਦਫ਼ਤਰ ਅੱਗੇ ਰੋਸ ਧਰਨਾ ਦਿੱਤਾ ਗਿਆ। ਕਿਸਾਨ ਆਗੂਆਂ ਨੇ ਦੋਸ਼ ਲਾਇਆ ਕਿ ਪੁਲਿਸ ਪ੍ਰਸ਼ਾਸਨ ਵੱਲੋਂ ਇੱਕ ਮਾਮਲੇ ਵਿੱਚ ਪੱਖਪਾਤੀ ਰਵੱਈਆ ਅਪਣਾਇਆ ਜਾ ਰਿਹਾ ਹੈ। ਉਨ੍ਹਾਂ ਕਿਹਾ ਕਿ ਜਦੋਂ ਤੱਕ ਪੀੜਤ ਧਿਰ ਨੂੰ ਇਨਸਾਫ਼ ਨਹੀਂ ਮਿਲਦਾ, ਉਦੋਂ ਤੱਕ ਧਰਨਾ ਜਾਰੀ ਰਹੇਗਾ। ਇਸ ਮੌਕੇ ਵੱਡੀ ਗਿਣਤੀ ਵਿੱਚ ਕਿਸਾਨ ਹਾਜ਼ਰ ਸਨ। xyxy=(1111,651,1506,730)
column-rule xyxy=(1103,52,1105,1069)
article-body: ਅੰਮ੍ਰਿਤਸਰ 8 ਅਕਤੂਬਰ (ਜਗਜੀਤ ਸਿੰਘ): ਅੱਜ ਇੱਥੇ ਜਾਰੀ ਬਿਆਨ ਵਿੱਚ ਪੰਥਕ ਆਗੂ ਨੇ ਆਖਿਆ ਕਿ ਸ੍ਰੀ ਅਕਾਲ ਤਖ਼ਤ ਸਾਹਿਬ ਵੱਲੋਂ ਤਨਖਾਹੀਆ ਕਰਾਰ ਦਿੱਤੇ ਜਾਣ ਤੋਂ ਬਾਅਦ ਵੀ ਪਾਰਟੀ ਪ੍ਰਧਾਨ ਵੱਲੋਂ ਮੀਟਿੰਗਾਂ ਕਰਨਾ ਪੰਥਕ ਮਰਿਆਦਾ ਦੀ ਉਲੰਘਣਾ ਹੈ। ਉਨ੍ਹਾਂ ਕਿਹਾ ਕਿ ਜਦੋਂ ਤੱਕ ਤਨਖਾਹ ਪੂਰੀ ਨਹੀਂ ਹੁੰਦੀ, ਉਦੋਂ ਤੱਕ ਕਿਸੇ ਵੀ ਕਿਸਮ ਦੀ ਸਿਆਸੀ ਸਰਗਰਮੀ ਕਰਨ ਦਾ ਅਧਿਕਾਰ ਨਹੀਂ ਬਣਦਾ। ਉਨ੍ਹਾਂ ਕਿਹਾ ਕਿ ਸਿੱਖ ਸੰਗਤ ਇਸ ਸਾਰੇ ਮਾਮਲੇ ਨੂੰ ਗੰਭੀਰਤਾ ਨਾਲ ਵੇਖ ਰਹੀ ਹੈ ਅਤੇ ਜਥੇਦਾਰ ਸਾਹਿਬ ਨੂੰ ਇਸ ਦਾ ਸਖ਼ਤ ਨੋਟਿਸ ਲੈਣਾ ਚਾਹੀਦਾ ਹੈ। ਉਨ੍ਹਾਂ ਕਿਹਾ ਕਿ ਪਾਰਟੀ ਦੀ ਵਰਕਿੰਗ ਕਮੇਟੀ ਨੂੰ ਵੀ ਇਸ ਬਾਰੇ ਸਪਸ਼ਟ ਫੈਸਲਾ ਲੈਣਾ ਚਾਹੀਦਾ ਹੈ ਤਾਂ ਜੋ ਪੰਥ ਵਿੱਚ ਕੋਈ ਭੰਬਲਭੂਸਾ ਪੈਦਾ ਨਾ ਹੋਵੇ। xyxy=(6,116,307,275)
continuation-subhead: ਭਰਮ ਦਾ ਇਨਕਲਾਬ xyxy=(397,1423,496,1440)
continuation-body: ਲਗਭਗ ਤਜਰਬੇ ਤੋਂ ਪਹਿਲਾਂ ਆਖਰੀ ਸਮੇਂ ਵਿੱਚ ਵੀ ਉਨ੍ਹਾਂ ਦੇ ਚਿਹਰੇ 'ਤੇ ਕੋਈ ਡਰ ਨਹੀਂ ਸੀ। ਉਹ ਗੁਰਬਾਣੀ ਦਾ ਪਾਠ ਕਰਦੇ ਹੋਏ ਚੜ੍ਹਦੀ ਕਲਾ ਵਿੱਚ ਰਹੇ। xyxy=(602,1609,903,1655)
continuation-subhead: ਆਜ਼ਾਦੀ ਮਨੁੱਖ ਦੀ ਜਨਮੀ ਤਾਂਘ xyxy=(372,1366,522,1382)
article-headline: ਪੰਚਾਇਤੀ ਚੋਣਾਂ ਦੌਰਾਨ ਦੇਸ਼-ਵਿਦੇਸ਼ ਵਿਚ ਵਸਦੇ ਪੰਜਾਬੀ ਆਪਣੇ ਜੱਦੀ ਪਿੰਡ ਦੇ ਚੰਗੇਰੇ ਭਵਿੱਖ ਦੀ ਕਰ ਰਹੇ ਨੇ ਕਾਮਨਾ xyxy=(1111,52,1494,120)
